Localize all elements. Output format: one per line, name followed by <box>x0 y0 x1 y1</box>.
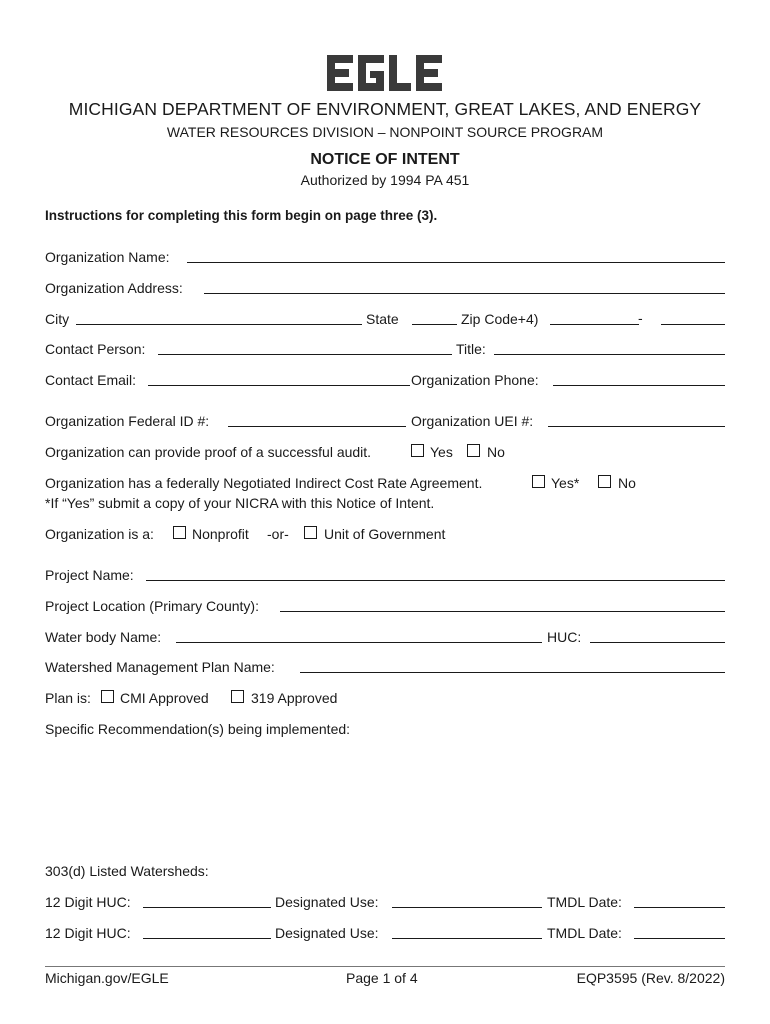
org-address-label: Organization Address: <box>45 280 183 296</box>
division-heading: WATER RESOURCES DIVISION – NONPOINT SOURCE PROGRAM <box>166 124 604 140</box>
cmi-approved-checkbox[interactable] <box>101 690 114 703</box>
huc-row2-field[interactable] <box>143 938 271 939</box>
footer-website[interactable]: Michigan.gov/EGLE <box>45 970 169 986</box>
nonprofit-checkbox[interactable] <box>173 526 186 539</box>
nicra-question: Organization has a federally Negotiated Indirect Cost Rate Agreement. <box>45 475 483 491</box>
water-body-label: Water body Name: <box>45 629 162 645</box>
tmdl-date-row1-field[interactable] <box>634 907 725 908</box>
huc-row1-field[interactable] <box>143 907 271 908</box>
nicra-no-checkbox[interactable] <box>598 475 611 488</box>
approved-319-label: 319 Approved <box>251 690 338 706</box>
nicra-yes-checkbox[interactable] <box>532 475 545 488</box>
unit-gov-checkbox[interactable] <box>304 526 317 539</box>
audit-no-checkbox[interactable] <box>467 444 480 457</box>
designated-use-row1-label: Designated Use: <box>275 894 379 910</box>
nonprofit-label: Nonprofit <box>192 526 249 542</box>
footer-page-number: Page 1 of 4 <box>346 970 418 986</box>
department-heading: MICHIGAN DEPARTMENT OF ENVIRONMENT, GREAT LAKES, AND ENERGY <box>68 99 702 119</box>
footer-form-id: EQP3595 (Rev. 8/2022) <box>576 970 725 986</box>
tmdl-date-row1-label: TMDL Date: <box>547 894 622 910</box>
uei-field[interactable] <box>548 426 725 427</box>
org-name-field[interactable] <box>187 262 725 263</box>
org-phone-label: Organization Phone: <box>411 372 539 388</box>
approved-319-checkbox[interactable] <box>231 690 244 703</box>
audit-yes-checkbox[interactable] <box>411 444 424 457</box>
audit-no-label: No <box>487 444 505 460</box>
org-type-label: Organization is a: <box>45 526 154 542</box>
or-text: -or- <box>267 526 289 542</box>
state-label: State <box>366 311 399 327</box>
audit-question: Organization can provide proof of a successful audit. <box>45 444 372 460</box>
tmdl-date-row2-field[interactable] <box>634 938 725 939</box>
project-name-label: Project Name: <box>45 567 134 583</box>
recommendations-label: Specific Recommendation(s) being implemented: <box>45 721 351 737</box>
org-name-label: Organization Name: <box>45 249 170 265</box>
footer-divider <box>45 966 725 967</box>
federal-id-label: Organization Federal ID #: <box>45 413 210 429</box>
cmi-approved-label: CMI Approved <box>120 690 209 706</box>
contact-email-label: Contact Email: <box>45 372 137 388</box>
water-body-field[interactable] <box>176 642 542 643</box>
contact-person-label: Contact Person: <box>45 341 146 357</box>
project-location-label: Project Location (Primary County): <box>45 598 259 614</box>
designated-use-row1-field[interactable] <box>392 907 542 908</box>
tmdl-date-row2-label: TMDL Date: <box>547 925 622 941</box>
unit-gov-label: Unit of Government <box>324 526 446 542</box>
listed-watersheds-label: 303(d) Listed Watersheds: <box>45 863 209 879</box>
contact-person-field[interactable] <box>158 354 452 355</box>
plan-is-label: Plan is: <box>45 690 91 706</box>
egle-logo <box>327 53 443 93</box>
instructions-text: Instructions for completing this form begin on page three (3). <box>45 208 438 223</box>
city-label: City <box>45 311 70 327</box>
designated-use-row2-field[interactable] <box>392 938 542 939</box>
uei-label: Organization UEI #: <box>411 413 534 429</box>
egle-logo-graphic <box>327 53 443 93</box>
nicra-yes-label: Yes* <box>551 475 580 491</box>
city-field[interactable] <box>76 324 362 325</box>
huc-row2-label: 12 Digit HUC: <box>45 925 131 941</box>
huc-label: HUC: <box>547 629 582 645</box>
watershed-plan-field[interactable] <box>300 672 725 673</box>
project-location-field[interactable] <box>280 611 725 612</box>
contact-email-field[interactable] <box>148 385 410 386</box>
form-title: NOTICE OF INTENT <box>310 151 460 168</box>
huc-field[interactable] <box>590 642 725 643</box>
watershed-plan-label: Watershed Management Plan Name: <box>45 659 275 675</box>
zip4-field[interactable] <box>661 324 725 325</box>
authority-text: Authorized by 1994 PA 451 <box>300 172 470 188</box>
recommendations-area[interactable] <box>45 742 725 852</box>
zip-dash: - <box>638 310 643 326</box>
org-phone-field[interactable] <box>553 385 725 386</box>
huc-row1-label: 12 Digit HUC: <box>45 894 131 910</box>
designated-use-row2-label: Designated Use: <box>275 925 379 941</box>
federal-id-field[interactable] <box>228 426 406 427</box>
zip-field[interactable] <box>550 324 639 325</box>
audit-yes-label: Yes <box>430 444 453 460</box>
state-field[interactable] <box>412 324 457 325</box>
zip-label: Zip Code+4) <box>461 311 539 327</box>
org-address-field[interactable] <box>204 293 725 294</box>
project-name-field[interactable] <box>146 580 725 581</box>
title-field[interactable] <box>494 354 725 355</box>
title-label: Title: <box>456 341 486 357</box>
nicra-no-label: No <box>618 475 636 491</box>
nicra-note: *If “Yes” submit a copy of your NICRA with this Notice of Intent. <box>45 495 435 511</box>
